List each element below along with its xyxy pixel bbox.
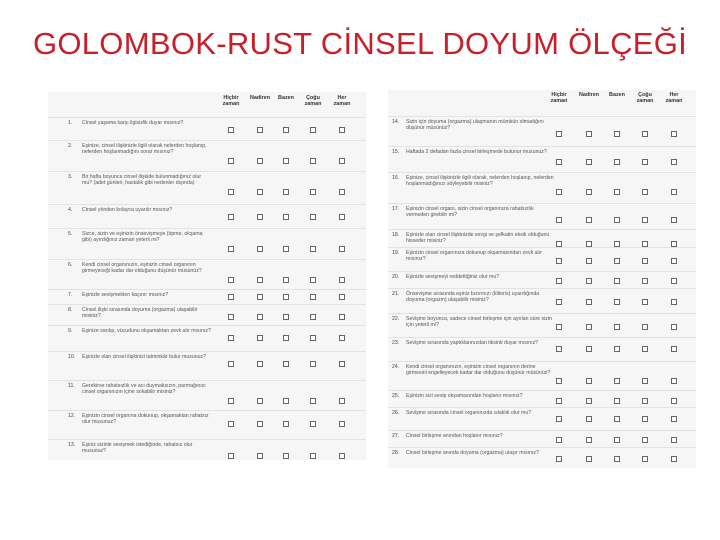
question-number: 3. xyxy=(68,174,73,180)
question-text: Sizce, sizin ve eşinizin önsevişmeye (öpme, okşama gibi) ayırdığınız zaman yeterli mi? xyxy=(82,231,203,244)
question-text: Eşinizin sizi sevip okşamasından hoşlanır mısınız? xyxy=(406,393,523,399)
question-row xyxy=(48,171,366,205)
question-text: Cinsel ilişki sırasında doyuma (orgazma) ulaşabilir misiniz? xyxy=(82,307,198,320)
question-number: 10. xyxy=(68,354,76,360)
question-text: Önsevişme sırasında eşiniz bızırınızı (klitoris) uyardığında doyuma (orgazm) ulaşabilir misiniz? xyxy=(406,291,540,304)
question-text: Eşinizle olan cinsel ilişkinizde sevgi ve şefkatin eksik olduğunu hisseder misiniz? xyxy=(406,232,550,245)
column-header: Çoğu zaman xyxy=(636,92,654,104)
answer-checkbox[interactable] xyxy=(310,127,316,133)
answer-checkbox[interactable] xyxy=(556,398,562,404)
question-number: 16. xyxy=(392,175,400,181)
answer-checkbox[interactable] xyxy=(671,437,677,443)
answer-checkbox[interactable] xyxy=(586,159,592,165)
question-row xyxy=(48,140,366,172)
answer-checkbox[interactable] xyxy=(614,398,620,404)
answer-checkbox[interactable] xyxy=(339,335,345,341)
question-number: 1. xyxy=(68,120,73,126)
question-number: 28. xyxy=(392,450,400,456)
answer-checkbox[interactable] xyxy=(228,127,234,133)
answer-checkbox[interactable] xyxy=(614,299,620,305)
answer-checkbox[interactable] xyxy=(556,217,562,223)
answer-checkbox[interactable] xyxy=(614,131,620,137)
question-number: 4. xyxy=(68,207,73,213)
question-number: 9. xyxy=(68,328,73,334)
answer-checkbox[interactable] xyxy=(283,158,289,164)
question-row xyxy=(388,407,696,431)
answer-checkbox[interactable] xyxy=(556,346,562,352)
question-row xyxy=(388,172,696,204)
answer-checkbox[interactable] xyxy=(257,314,263,320)
column-header: Bazen xyxy=(278,95,294,101)
answer-checkbox[interactable] xyxy=(228,277,234,283)
answer-checkbox[interactable] xyxy=(556,416,562,422)
answer-checkbox[interactable] xyxy=(671,299,677,305)
question-row xyxy=(388,447,696,467)
answer-checkbox[interactable] xyxy=(586,299,592,305)
answer-checkbox[interactable] xyxy=(257,214,263,220)
answer-checkbox[interactable] xyxy=(586,398,592,404)
answer-checkbox[interactable] xyxy=(257,421,263,427)
question-text: Cinsel yaşama karşı ilgisizlik duyar mısınız? xyxy=(82,120,184,126)
answer-checkbox[interactable] xyxy=(642,278,648,284)
question-text: Sevişme boyunca, sadece cinsel birleşme için ayrılan süre sizin için yeterli mi? xyxy=(406,316,552,329)
question-row xyxy=(388,229,696,248)
answer-checkbox[interactable] xyxy=(614,456,620,462)
answer-checkbox[interactable] xyxy=(642,346,648,352)
answer-checkbox[interactable] xyxy=(586,131,592,137)
answer-checkbox[interactable] xyxy=(642,398,648,404)
question-text: Bir hafta boyunca cinsel ilişkide bulunmadığınız olur mu? (adet günleri, hastalık gibi nedenler dışında) xyxy=(82,174,202,187)
answer-checkbox[interactable] xyxy=(614,189,620,195)
answer-checkbox[interactable] xyxy=(339,158,345,164)
answer-checkbox[interactable] xyxy=(339,398,345,404)
question-text: Eşinize, cinsel ilişkinizle ilgili olarak, nelerden hoşlanıp, nelerden hoşlanmadığınızı söyleyebilir misiniz? xyxy=(406,175,554,188)
answer-checkbox[interactable] xyxy=(642,299,648,305)
question-text: Sevişme sırasında yaptıklarınızdan tiksinti duyar mısınız? xyxy=(406,340,539,346)
answer-checkbox[interactable] xyxy=(257,127,263,133)
answer-checkbox[interactable] xyxy=(339,127,345,133)
question-text: Eşinizle sevişmeyi reddettiğiniz olur mu? xyxy=(406,274,500,280)
column-header: Nadiren xyxy=(249,95,271,101)
question-row xyxy=(48,117,366,141)
answer-checkbox[interactable] xyxy=(310,158,316,164)
answer-checkbox[interactable] xyxy=(339,294,345,300)
question-number: 23. xyxy=(392,340,400,346)
answer-checkbox[interactable] xyxy=(671,217,677,223)
question-row xyxy=(48,204,366,229)
answer-checkbox[interactable] xyxy=(283,127,289,133)
answer-checkbox[interactable] xyxy=(642,131,648,137)
question-number: 5. xyxy=(68,231,73,237)
question-row xyxy=(388,390,696,408)
answer-checkbox[interactable] xyxy=(671,258,677,264)
column-header: Her zaman xyxy=(665,92,683,104)
answer-checkbox[interactable] xyxy=(671,416,677,422)
answer-checkbox[interactable] xyxy=(586,189,592,195)
question-row xyxy=(388,203,696,230)
question-text: Kendi cinsel organınızın, eşinizin cinsel organının derine girmesini engelleyecek kadar dar olduğunu düşünür müsünüz? xyxy=(406,364,551,377)
question-number: 15. xyxy=(392,149,400,155)
answer-checkbox[interactable] xyxy=(642,159,648,165)
question-text: Gerekirse rahatsızlık ve acı duymaksızın, parmağınızı cinsel organınızın içine sokabilir misiniz? xyxy=(82,383,206,396)
question-text: Cinsel birleşme anından hoşlanır mısınız? xyxy=(406,433,503,439)
answer-checkbox[interactable] xyxy=(283,398,289,404)
answer-checkbox[interactable] xyxy=(310,453,316,459)
answer-checkbox[interactable] xyxy=(671,324,677,330)
answer-checkbox[interactable] xyxy=(614,258,620,264)
question-number: 22. xyxy=(392,316,400,322)
questionnaire-scan-left xyxy=(48,92,366,460)
question-row xyxy=(48,228,366,260)
question-row xyxy=(388,361,696,391)
question-text: Haftada 2 defadan fazla cinsel birleşmede bulunur musunuz? xyxy=(406,149,547,155)
answer-checkbox[interactable] xyxy=(257,189,263,195)
answer-checkbox[interactable] xyxy=(614,159,620,165)
answer-checkbox[interactable] xyxy=(642,416,648,422)
column-header-row xyxy=(48,92,366,112)
question-row xyxy=(388,146,696,173)
question-row xyxy=(48,439,366,459)
answer-checkbox[interactable] xyxy=(642,217,648,223)
answer-checkbox[interactable] xyxy=(642,456,648,462)
answer-checkbox[interactable] xyxy=(283,214,289,220)
answer-checkbox[interactable] xyxy=(339,421,345,427)
answer-checkbox[interactable] xyxy=(228,421,234,427)
question-row xyxy=(48,289,366,305)
answer-checkbox[interactable] xyxy=(586,416,592,422)
answer-checkbox[interactable] xyxy=(556,278,562,284)
question-row xyxy=(48,304,366,326)
answer-checkbox[interactable] xyxy=(614,416,620,422)
answer-checkbox[interactable] xyxy=(339,361,345,367)
question-text: Eşinizle sevişmekten kaçınır mısınız? xyxy=(82,292,169,298)
answer-checkbox[interactable] xyxy=(556,378,562,384)
question-number: 6. xyxy=(68,262,73,268)
answer-checkbox[interactable] xyxy=(614,278,620,284)
answer-checkbox[interactable] xyxy=(586,217,592,223)
answer-checkbox[interactable] xyxy=(283,421,289,427)
answer-checkbox[interactable] xyxy=(671,378,677,384)
question-row xyxy=(48,325,366,352)
answer-checkbox[interactable] xyxy=(228,453,234,459)
answer-checkbox[interactable] xyxy=(586,378,592,384)
answer-checkbox[interactable] xyxy=(228,294,234,300)
question-row xyxy=(48,380,366,411)
answer-checkbox[interactable] xyxy=(339,453,345,459)
answer-checkbox[interactable] xyxy=(339,246,345,252)
question-number: 2. xyxy=(68,143,73,149)
answer-checkbox[interactable] xyxy=(556,159,562,165)
answer-checkbox[interactable] xyxy=(310,246,316,252)
answer-checkbox[interactable] xyxy=(339,189,345,195)
answer-checkbox[interactable] xyxy=(228,246,234,252)
answer-checkbox[interactable] xyxy=(310,189,316,195)
question-number: 7. xyxy=(68,292,73,298)
question-number: 14. xyxy=(392,119,400,125)
question-row xyxy=(48,351,366,381)
answer-checkbox[interactable] xyxy=(556,189,562,195)
question-text: Eşinize sarılıp, vücudunu okşamaktan zevk alır mısınız? xyxy=(82,328,211,334)
answer-checkbox[interactable] xyxy=(614,346,620,352)
question-number: 18. xyxy=(392,232,400,238)
answer-checkbox[interactable] xyxy=(228,361,234,367)
question-row xyxy=(388,313,696,338)
answer-checkbox[interactable] xyxy=(614,378,620,384)
question-number: 13. xyxy=(68,442,76,448)
answer-checkbox[interactable] xyxy=(257,158,263,164)
question-text: Sevişme sırasında cinsel organınızda ıslaklık olur mu? xyxy=(406,410,532,416)
question-number: 19. xyxy=(392,250,400,256)
answer-checkbox[interactable] xyxy=(586,456,592,462)
question-row xyxy=(48,410,366,440)
question-text: Eşinizin cinsel organınıza dokunup okşamasından zevk alır mısınız? xyxy=(406,250,542,263)
question-row xyxy=(388,288,696,314)
answer-checkbox[interactable] xyxy=(556,258,562,264)
page-title: GOLOMBOK-RUST CİNSEL DOYUM ÖLÇEĞİ xyxy=(32,26,688,61)
answer-checkbox[interactable] xyxy=(283,246,289,252)
answer-checkbox[interactable] xyxy=(339,214,345,220)
column-header: Hiçbir zaman xyxy=(222,95,240,107)
answer-checkbox[interactable] xyxy=(614,217,620,223)
answer-checkbox[interactable] xyxy=(283,361,289,367)
answer-checkbox[interactable] xyxy=(257,294,263,300)
answer-checkbox[interactable] xyxy=(283,277,289,283)
answer-checkbox[interactable] xyxy=(614,324,620,330)
question-row xyxy=(388,247,696,272)
answer-checkbox[interactable] xyxy=(257,246,263,252)
question-text: Eşinize, cinsel ilişkinizle ilgili olarak nelerden hoşlanıp, nelerden hoşlanmadığını sorar mısınız? xyxy=(82,143,207,156)
question-number: 26. xyxy=(392,410,400,416)
column-header: Bazen xyxy=(609,92,625,98)
answer-checkbox[interactable] xyxy=(556,456,562,462)
question-row xyxy=(388,337,696,362)
answer-checkbox[interactable] xyxy=(556,324,562,330)
answer-checkbox[interactable] xyxy=(556,131,562,137)
answer-checkbox[interactable] xyxy=(228,214,234,220)
answer-checkbox[interactable] xyxy=(310,214,316,220)
answer-checkbox[interactable] xyxy=(586,258,592,264)
question-row xyxy=(388,116,696,147)
question-text: Kendi cinsel organınızın, eşinizin cinsel organının girmeyeceği kadar dar olduğunu düşünür müsünüz? xyxy=(82,262,202,275)
answer-checkbox[interactable] xyxy=(586,346,592,352)
answer-checkbox[interactable] xyxy=(310,314,316,320)
answer-checkbox[interactable] xyxy=(283,189,289,195)
question-number: 27. xyxy=(392,433,400,439)
question-number: 20. xyxy=(392,274,400,280)
answer-checkbox[interactable] xyxy=(586,324,592,330)
answer-checkbox[interactable] xyxy=(310,361,316,367)
question-row xyxy=(48,259,366,290)
column-header-row xyxy=(388,90,696,110)
question-row xyxy=(388,430,696,448)
answer-checkbox[interactable] xyxy=(310,421,316,427)
answer-checkbox[interactable] xyxy=(339,277,345,283)
answer-checkbox[interactable] xyxy=(283,453,289,459)
answer-checkbox[interactable] xyxy=(310,335,316,341)
answer-checkbox[interactable] xyxy=(228,158,234,164)
column-header: Çoğu zaman xyxy=(304,95,322,107)
answer-checkbox[interactable] xyxy=(283,335,289,341)
question-text: Sizin için doyuma (orgazma) ulaşmanın mümkün olmadığını düşünür müsünüz? xyxy=(406,119,544,132)
answer-checkbox[interactable] xyxy=(642,324,648,330)
answer-checkbox[interactable] xyxy=(339,314,345,320)
question-text: Cinsel yönden kolayca uyarılır mısınız? xyxy=(82,207,173,213)
column-header: Her zaman xyxy=(333,95,351,107)
answer-checkbox[interactable] xyxy=(642,378,648,384)
question-number: 8. xyxy=(68,307,73,313)
answer-checkbox[interactable] xyxy=(642,437,648,443)
question-number: 25. xyxy=(392,393,400,399)
answer-checkbox[interactable] xyxy=(671,189,677,195)
question-number: 12. xyxy=(68,413,76,419)
question-number: 24. xyxy=(392,364,400,370)
answer-checkbox[interactable] xyxy=(257,277,263,283)
question-text: Eşiniz sizinle sevişmek istediğinde, rahatsız olur musunuz? xyxy=(82,442,193,455)
answer-checkbox[interactable] xyxy=(586,278,592,284)
answer-checkbox[interactable] xyxy=(228,189,234,195)
question-number: 11. xyxy=(68,383,75,389)
answer-checkbox[interactable] xyxy=(257,398,263,404)
answer-checkbox[interactable] xyxy=(257,335,263,341)
question-row xyxy=(388,271,696,289)
answer-checkbox[interactable] xyxy=(228,398,234,404)
question-text: Eşinizin cinsel organına dokunup, okşamaktan rahatsız olur musunuz? xyxy=(82,413,209,426)
answer-checkbox[interactable] xyxy=(642,258,648,264)
answer-checkbox[interactable] xyxy=(671,398,677,404)
answer-checkbox[interactable] xyxy=(228,314,234,320)
answer-checkbox[interactable] xyxy=(310,398,316,404)
question-text: Cinsel birleşme anında doyuma (orgazma) ulaşır mısınız? xyxy=(406,450,539,456)
column-header: Hiçbir zaman xyxy=(550,92,568,104)
answer-checkbox[interactable] xyxy=(671,456,677,462)
question-number: 21. xyxy=(392,291,400,297)
answer-checkbox[interactable] xyxy=(283,294,289,300)
answer-checkbox[interactable] xyxy=(586,437,592,443)
answer-checkbox[interactable] xyxy=(671,131,677,137)
answer-checkbox[interactable] xyxy=(671,159,677,165)
answer-checkbox[interactable] xyxy=(671,278,677,284)
answer-checkbox[interactable] xyxy=(257,453,263,459)
question-number: 17. xyxy=(392,206,400,212)
column-header: Nadiren xyxy=(578,92,600,98)
answer-checkbox[interactable] xyxy=(642,189,648,195)
answer-checkbox[interactable] xyxy=(614,437,620,443)
question-text: Eşinizin cinsel organı, sizin cinsel organınıza rahatsızlık vermeden girebilir mi? xyxy=(406,206,534,219)
answer-checkbox[interactable] xyxy=(257,361,263,367)
answer-checkbox[interactable] xyxy=(228,335,234,341)
answer-checkbox[interactable] xyxy=(283,314,289,320)
question-text: Eşinizle olan cinsel ilişkinizi tatminkâr bulur musunuz? xyxy=(82,354,206,360)
answer-checkbox[interactable] xyxy=(310,294,316,300)
answer-checkbox[interactable] xyxy=(671,346,677,352)
answer-checkbox[interactable] xyxy=(310,277,316,283)
answer-checkbox[interactable] xyxy=(556,299,562,305)
answer-checkbox[interactable] xyxy=(556,437,562,443)
questionnaire-scan-right xyxy=(388,90,696,468)
